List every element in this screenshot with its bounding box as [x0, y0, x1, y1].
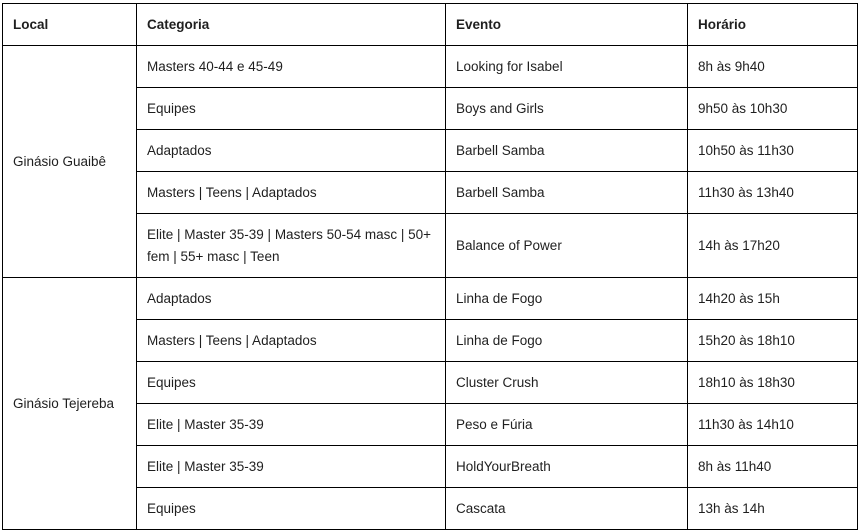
horario-cell: 18h10 às 18h30 [688, 362, 858, 404]
evento-cell: Looking for Isabel [446, 46, 688, 88]
header-horario: Horário [688, 4, 858, 46]
evento-cell: Peso e Fúria [446, 404, 688, 446]
horario-cell: 8h às 11h40 [688, 446, 858, 488]
horario-cell: 14h às 17h20 [688, 214, 858, 278]
table-row [3, 278, 858, 320]
local-cell: Ginásio Guaibê [3, 46, 137, 278]
local-cell: Ginásio Tejereba [3, 278, 137, 530]
evento-cell: Cluster Crush [446, 362, 688, 404]
horario-cell: 11h30 às 13h40 [688, 172, 858, 214]
evento-cell: Barbell Samba [446, 172, 688, 214]
evento-cell: Balance of Power [446, 214, 688, 278]
schedule-table [2, 3, 858, 530]
categoria-cell: Elite | Master 35-39 [137, 404, 446, 446]
categoria-cell: Elite | Master 35-39 [137, 446, 446, 488]
horario-cell: 14h20 às 15h [688, 278, 858, 320]
horario-cell: 11h30 às 14h10 [688, 404, 858, 446]
categoria-cell: Adaptados [137, 278, 446, 320]
evento-cell: Barbell Samba [446, 130, 688, 172]
horario-cell: 15h20 às 18h10 [688, 320, 858, 362]
categoria-cell: Masters | Teens | Adaptados [137, 320, 446, 362]
categoria-cell: Masters | Teens | Adaptados [137, 172, 446, 214]
horario-cell: 10h50 às 11h30 [688, 130, 858, 172]
header-evento: Evento [446, 4, 688, 46]
categoria-cell: Adaptados [137, 130, 446, 172]
evento-cell: Linha de Fogo [446, 278, 688, 320]
header-local: Local [3, 4, 137, 46]
categoria-cell: Masters 40-44 e 45-49 [137, 46, 446, 88]
categoria-cell: Equipes [137, 362, 446, 404]
categoria-cell: Elite | Master 35-39 | Masters 50-54 masc | 50+ fem | 55+ masc | Teen [137, 214, 446, 278]
categoria-cell: Equipes [137, 88, 446, 130]
horario-cell: 13h às 14h [688, 488, 858, 530]
table-row [3, 46, 858, 88]
evento-cell: Boys and Girls [446, 88, 688, 130]
header-categoria: Categoria [137, 4, 446, 46]
evento-cell: Linha de Fogo [446, 320, 688, 362]
evento-cell: HoldYourBreath [446, 446, 688, 488]
evento-cell: Cascata [446, 488, 688, 530]
categoria-cell: Equipes [137, 488, 446, 530]
horario-cell: 9h50 às 10h30 [688, 88, 858, 130]
horario-cell: 8h às 9h40 [688, 46, 858, 88]
header-row [3, 4, 858, 46]
